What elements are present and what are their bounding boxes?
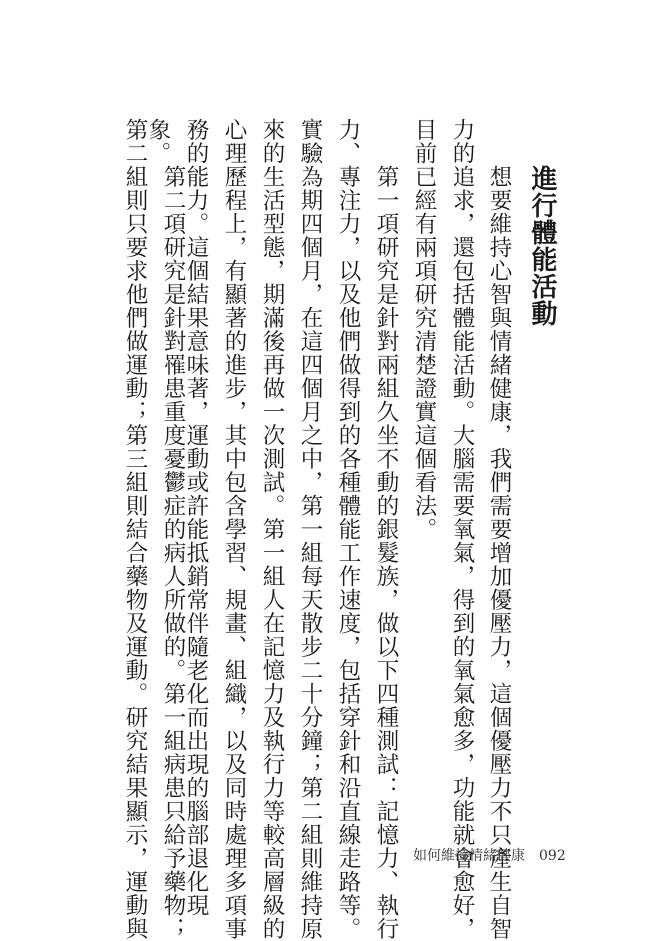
text-column-3: 目前已經有兩項研究清楚證實這個看法。 <box>411 118 437 541</box>
text-column-5: 力、專注力，以及他們做得到的各種體能工作速度，包括穿針和沿直線走路等。 <box>335 118 361 941</box>
text-column-9: 務的能力。這個結果意味著，運動或許能抵銷常伴隨老化而出現的腦部退化現 <box>183 118 209 917</box>
section-heading: 進行體能活動 <box>527 165 557 327</box>
book-title: 如何維持情緒健康 <box>413 848 525 864</box>
text-column-6: 實驗為期四個月，在這四個月之中，第一組每天散步二十分鐘；第二組則維持原 <box>297 118 323 941</box>
page-footer <box>413 845 566 865</box>
text-column-2: 力的追求，還包括體能活動。大腦需要氧氣，得到的氧氣愈多，功能就會愈好， <box>449 118 475 941</box>
text-column-4: 第一項研究是針對兩組久坐不動的銀髮族，做以下四種測試：記憶力、執行 <box>373 165 399 941</box>
text-column-study2-b: 第二組則只要求他們做運動；第三組則結合藥物及運動。研究結果顯示，運動與 <box>122 118 148 941</box>
text-column-8: 心理歷程上，有顯著的進步，其中包含學習、規畫、組織，以及同時處理多項事 <box>221 118 247 941</box>
text-column-7: 來的生活型態，期滿後再做一次測試。第一組人在記憶力及執行力等較高層級的 <box>259 118 285 941</box>
text-column-10-xiang: 象。 <box>145 118 171 165</box>
text-column-study2-a: 第二項研究是針對罹患重度憂鬱症的病人所做的。第一組病患只給予藥物； <box>160 165 186 941</box>
page-number: 092 <box>539 848 566 864</box>
text-column-1: 想要維持心智與情緒健康，我們需要增加優壓力，這個優壓力不只產生自智 <box>486 165 512 941</box>
